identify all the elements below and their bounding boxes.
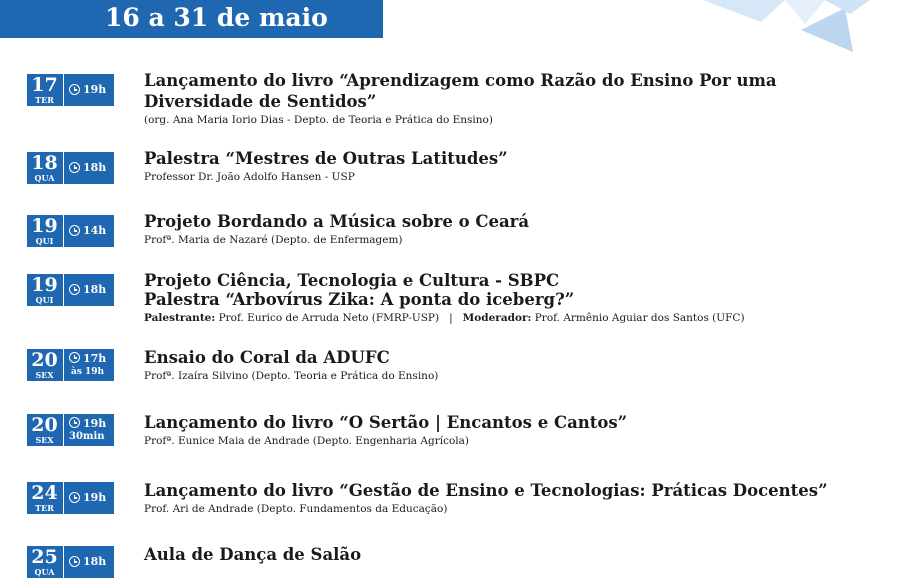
event-time: 18h	[83, 283, 107, 296]
event-time: 18h	[83, 555, 107, 568]
event-weekday: QUA	[34, 173, 55, 183]
event-weekday: TER	[35, 503, 54, 513]
event-subtitle: Profª. Izaíra Silvino (Depto. Teoria e Prática do Ensino)	[144, 370, 439, 382]
date-badge	[27, 414, 114, 446]
decorative-triangles	[675, 0, 875, 55]
date-badge	[27, 546, 114, 578]
event-title: Projeto Ciência, Tecnologia e Cultura - SBPC	[144, 271, 560, 290]
credits-divider: |	[449, 312, 453, 324]
event-weekday: SEX	[35, 435, 54, 445]
badge-divider	[63, 152, 64, 184]
event-title: Ensaio do Coral da ADUFC	[144, 348, 390, 367]
event-credits	[144, 312, 745, 325]
event-subtitle: (org. Ana Maria Iorio Dias - Depto. de Teoria e Prática do Ensino)	[144, 114, 493, 126]
event-weekday: TER	[35, 95, 54, 105]
event-subtitle: Profª. Maria de Nazaré (Depto. de Enfermagem)	[144, 234, 403, 246]
date-badge	[27, 215, 114, 247]
date-badge	[27, 274, 114, 306]
clock-icon	[69, 417, 80, 428]
event-title: Lançamento do livro “Aprendizagem como Razão do Ensino Por uma	[144, 71, 777, 90]
badge-divider	[63, 74, 64, 106]
event-title-line2: Diversidade de Sentidos”	[144, 92, 377, 111]
badge-divider	[63, 482, 64, 514]
date-badge	[27, 152, 114, 184]
clock-icon	[69, 556, 80, 567]
event-day: 20	[31, 414, 58, 436]
date-badge	[27, 74, 114, 106]
event-weekday: SEX	[35, 370, 54, 380]
event-time-end: às 19h	[71, 367, 105, 377]
event-time: 14h	[83, 224, 107, 237]
event-time: 17h	[83, 352, 107, 365]
clock-icon	[69, 492, 80, 503]
badge-divider	[63, 274, 64, 306]
event-title: Projeto Bordando a Música sobre o Ceará	[144, 212, 530, 231]
event-weekday: QUI	[35, 236, 54, 246]
event-title: Lançamento do livro “O Sertão | Encantos e Cantos”	[144, 413, 628, 432]
event-time: 19h	[83, 491, 107, 504]
event-day: 25	[31, 546, 58, 568]
clock-icon	[69, 162, 80, 173]
moderator-label: Moderador:	[462, 312, 532, 324]
event-subtitle: Professor Dr. João Adolfo Hansen - USP	[144, 171, 355, 183]
clock-icon	[69, 284, 80, 295]
event-title: Aula de Dança de Salão	[144, 545, 362, 564]
clock-icon	[69, 352, 80, 363]
page-title: 16 a 31 de maio	[105, 3, 328, 32]
event-weekday: QUA	[34, 567, 55, 577]
event-day: 19	[31, 274, 58, 296]
header-banner	[0, 0, 383, 38]
event-title-line2: Palestra “Arbovírus Zika: A ponta do iceberg?”	[144, 290, 575, 309]
badge-divider	[63, 215, 64, 247]
event-subtitle: Prof. Ari de Andrade (Depto. Fundamentos da Educação)	[144, 503, 448, 515]
event-time-minutes: 30min	[69, 431, 105, 442]
speaker-label: Palestrante:	[144, 312, 216, 324]
event-weekday: QUI	[35, 295, 54, 305]
event-title: Lançamento do livro “Gestão de Ensino e Tecnologias: Práticas Docentes”	[144, 481, 828, 500]
clock-icon	[69, 84, 80, 95]
speaker-name: Prof. Eurico de Arruda Neto (FMRP-USP)	[218, 312, 440, 324]
moderator-name: Prof. Armênio Aguiar dos Santos (UFC)	[534, 312, 745, 324]
event-day: 20	[31, 349, 58, 371]
event-day: 18	[31, 152, 58, 174]
badge-divider	[63, 349, 64, 381]
date-badge	[27, 349, 114, 381]
event-day: 19	[31, 215, 58, 237]
event-time: 19h	[83, 417, 107, 430]
event-time: 19h	[83, 83, 107, 96]
event-subtitle: Profª. Eunice Maia de Andrade (Depto. Engenharia Agrícola)	[144, 435, 469, 447]
event-title: Palestra “Mestres de Outras Latitudes”	[144, 149, 508, 168]
date-badge	[27, 482, 114, 514]
event-time: 18h	[83, 161, 107, 174]
badge-divider	[63, 546, 64, 578]
event-day: 24	[31, 482, 58, 504]
badge-divider	[63, 414, 64, 446]
event-day: 17	[31, 74, 58, 96]
clock-icon	[69, 225, 80, 236]
